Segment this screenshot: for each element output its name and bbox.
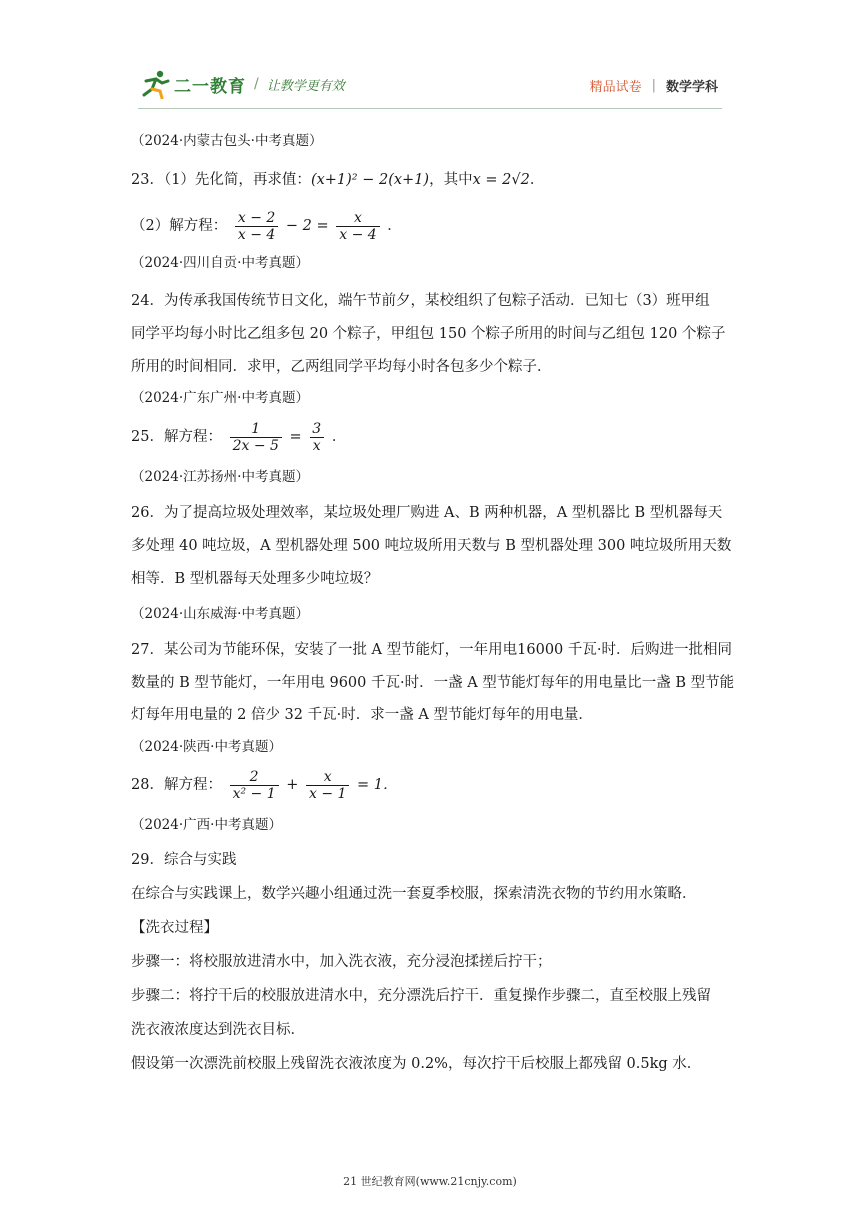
- q28-text: 28．解方程：: [131, 777, 222, 793]
- q27-source: （2024·山东威海·中考真题）: [131, 606, 309, 622]
- premium-tag: 精品试卷: [589, 80, 642, 95]
- q27-line3: 灯每年用电量的 2 倍少 32 千瓦·时．求一盏 A 型节能灯每年的用电量．: [131, 707, 593, 723]
- q26-line2: 多处理 40 吨垃圾，A 型机器处理 500 吨垃圾所用天数与 B 型机器处理 300 吨垃圾所用天数: [131, 538, 732, 554]
- subject-tag: 数学学科: [665, 80, 718, 95]
- q29-source: （2024·广西·中考真题）: [131, 817, 282, 833]
- numerator: x − 2: [237, 209, 276, 226]
- q23-part1: 23．（1）先化简，再求值：(x+1)² − 2(x+1)，其中x = 2√2．: [131, 172, 545, 188]
- page-footer: 21 世纪教育网(www.21cnjy.com): [343, 1175, 517, 1188]
- equation-rhs: = 1．: [357, 777, 398, 793]
- tag-separator: |: [651, 78, 656, 93]
- numerator: x: [354, 209, 362, 226]
- denominator: x − 4: [336, 226, 379, 243]
- header-tags: [590, 76, 718, 95]
- denominator: 2x − 5: [230, 437, 282, 454]
- numerator: x: [323, 768, 332, 785]
- q29-section-heading: 【洗衣过程】: [131, 920, 218, 936]
- numerator: 1: [251, 420, 261, 437]
- denominator: x: [310, 437, 324, 454]
- q26-source: （2024·江苏扬州·中考真题）: [131, 469, 309, 485]
- q29-step2-line2: 洗衣液浓度达到洗衣目标．: [131, 1022, 305, 1038]
- logo-name: 二一教育: [174, 76, 246, 97]
- runner-icon: [138, 69, 172, 99]
- q26-line3: 相等．B 型机器每天处理多少吨垃圾？: [131, 571, 379, 587]
- q25-text: 25．解方程：: [131, 429, 222, 445]
- q23-part1-value: x = 2√2: [472, 172, 530, 188]
- q26-line1: 26．为了提高垃圾处理效率，某垃圾处理厂购进 A、B 两种机器，A 型机器比 B 型机器每天: [131, 505, 723, 521]
- q27-line1: 27．某公司为节能环保，安装了一批 A 型节能灯，一年用电16000 千瓦·时．后购进一批相同: [131, 642, 732, 658]
- q23-part2-text: （2）解方程：: [131, 218, 228, 234]
- fraction: [230, 769, 279, 802]
- operator: − 2 =: [285, 218, 329, 234]
- q27-line2: 数量的 B 型节能灯，一年用电 9600 千瓦·时．一盏 A 型节能灯每年的用电量比一盏 B 型节能: [131, 675, 735, 691]
- q25-source: （2024·广东广州·中考真题）: [131, 390, 309, 406]
- q29-assumption: 假设第一次漂洗前校服上残留洗衣液浓度为 0.2%，每次拧干后校服上都残留 0.5kg 水．: [131, 1056, 702, 1072]
- q23-part1-text: 23．（1）先化简，再求值：: [131, 172, 311, 188]
- fraction: [235, 210, 278, 243]
- q24-line1: 24．为传承我国传统节日文化，端午节前夕，某校组织了包粽子活动．已知七（3）班甲组: [131, 293, 710, 309]
- q24-line2: 同学平均每小时比乙组多包 20 个粽子，甲组包 150 个粽子所用的时间与乙组包 120 个粽子: [131, 326, 726, 342]
- q23-part1-expression: (x+1)² − 2(x+1): [310, 172, 430, 188]
- numerator: 2: [249, 768, 259, 785]
- q28-equation: [131, 766, 398, 804]
- q23-part2: （2）解方程： $\frac{x - 2}{x - 4}$ − 2 = $\frac{x}{x - 4}$ ．: [131, 209, 402, 243]
- numerator: 3: [312, 420, 322, 437]
- fraction: [306, 769, 349, 802]
- logo: [138, 66, 345, 102]
- q29-title: 29．综合与实践: [131, 852, 237, 868]
- operator: =: [289, 429, 302, 445]
- operator: +: [286, 777, 299, 793]
- q23-part1-where: ，其中: [429, 172, 473, 188]
- denominator: x² − 1: [230, 785, 279, 802]
- page-header: [0, 0, 860, 110]
- denominator: x − 1: [306, 785, 349, 802]
- q28-source: （2024·陕西·中考真题）: [131, 739, 282, 755]
- q25-equation: 25．解方程： $\frac{1}{2x - 5}$ = $\frac{3}{x}$ ．: [131, 420, 347, 454]
- header-divider: [138, 108, 722, 109]
- q24-source: （2024·四川自贡·中考真题）: [131, 255, 309, 271]
- logo-slogan: 让教学更有效: [266, 78, 345, 94]
- denominator: x − 4: [235, 226, 278, 243]
- logo-divider: /: [254, 76, 259, 92]
- fraction: [336, 210, 379, 243]
- q29-step2-line1: 步骤二：将拧干后的校服放进清水中，充分漂洗后拧干．重复操作步骤二，直至校服上残留: [131, 988, 711, 1004]
- fraction: [230, 421, 282, 454]
- q24-line3: 所用的时间相同．求甲，乙两组同学平均每小时各包多少个粽子．: [131, 359, 552, 375]
- fraction: [309, 421, 324, 454]
- q23-source: （2024·内蒙古包头·中考真题）: [131, 133, 323, 149]
- q29-intro: 在综合与实践课上，数学兴趣小组通过洗一套夏季校服，探索清洗衣物的节约用水策略．: [131, 886, 697, 902]
- q29-step1: 步骤一：将校服放进清水中，加入洗衣液，充分浸泡揉搓后拧干；: [131, 954, 552, 970]
